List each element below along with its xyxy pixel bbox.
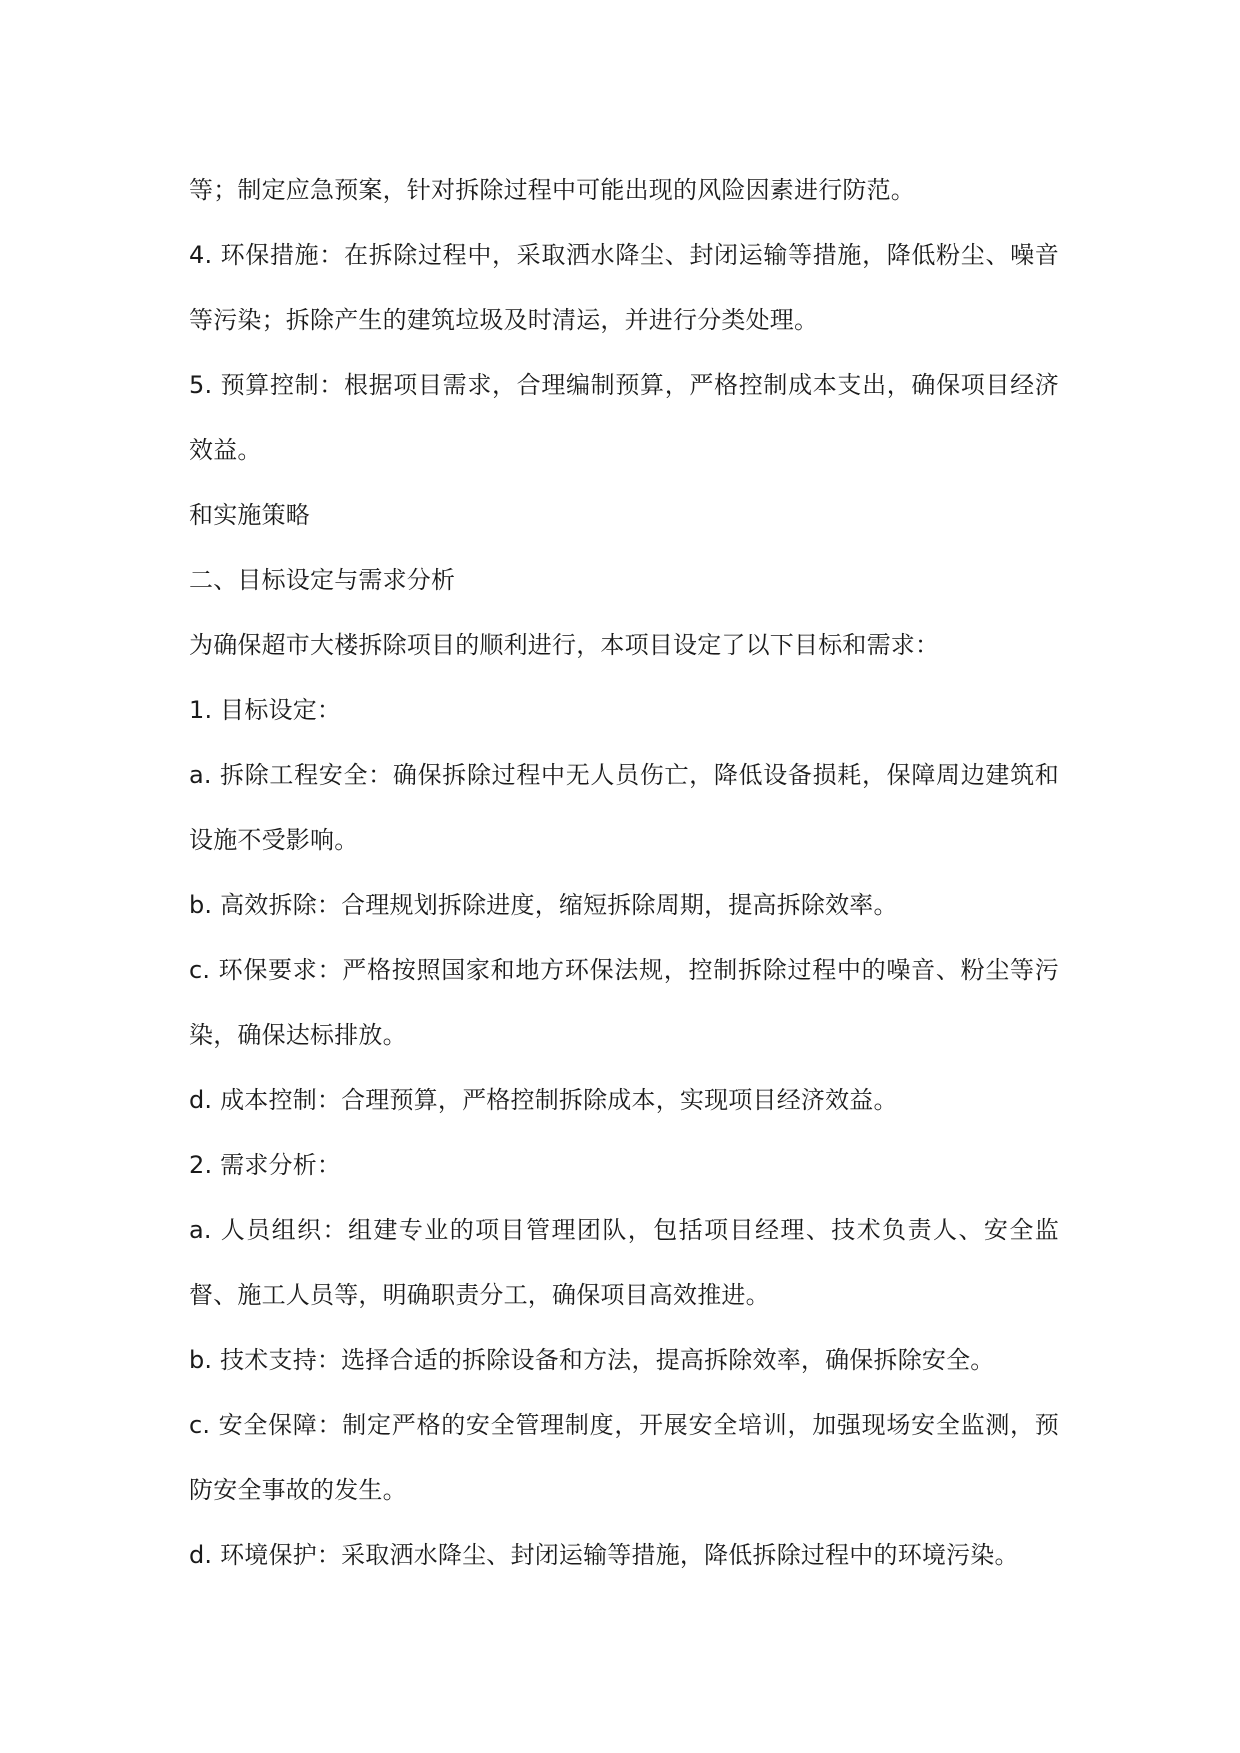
need-item-personnel: a. 人员组织：组建专业的项目管理团队，包括项目经理、技术负责人、安全监督、施工人员等，明确职责分工，确保项目高效推进。 — [189, 1216, 1059, 1309]
goal-item-efficiency: b. 高效拆除：合理规划拆除进度，缩短拆除周期，提高拆除效率。 — [189, 891, 898, 919]
section-heading-goals-and-needs: 二、目标设定与需求分析 — [189, 566, 456, 594]
paragraph-emergency-plan-tail: 等；制定应急预案，针对拆除过程中可能出现的风险因素进行防范。 — [189, 176, 915, 204]
goal-item-safety: a. 拆除工程安全：确保拆除过程中无人员伤亡，降低设备损耗，保障周边建筑和设施不受影响。 — [189, 761, 1059, 854]
goal-item-cost: d. 成本控制：合理预算，严格控制拆除成本，实现项目经济效益。 — [189, 1086, 898, 1114]
paragraph-budget-control: 5. 预算控制：根据项目需求，合理编制预算，严格控制成本支出，确保项目经济效益。 — [189, 371, 1059, 464]
subheading-needs-analysis: 2. 需求分析： — [189, 1151, 342, 1179]
need-item-technical-support: b. 技术支持：选择合适的拆除设备和方法，提高拆除效率，确保拆除安全。 — [189, 1346, 995, 1374]
goal-item-environment: c. 环保要求：严格按照国家和地方环保法规，控制拆除过程中的噪音、粉尘等污染，确保达标排放。 — [189, 956, 1059, 1049]
paragraph-environmental-measures: 4. 环保措施：在拆除过程中，采取洒水降尘、封闭运输等措施，降低粉尘、噪音等污染；拆除产生的建筑垃圾及时清运，并进行分类处理。 — [189, 241, 1059, 334]
need-item-safety-assurance: c. 安全保障：制定严格的安全管理制度，开展安全培训，加强现场安全监测，预防安全事故的发生。 — [189, 1411, 1059, 1504]
paragraph-intro: 为确保超市大楼拆除项目的顺利进行，本项目设定了以下目标和需求： — [189, 631, 940, 659]
paragraph-implementation-strategy: 和实施策略 — [189, 501, 310, 529]
document-body — [189, 158, 1059, 1588]
subheading-goal-setting: 1. 目标设定： — [189, 696, 342, 724]
need-item-environment-protection: d. 环境保护：采取洒水降尘、封闭运输等措施，降低拆除过程中的环境污染。 — [189, 1541, 1019, 1569]
